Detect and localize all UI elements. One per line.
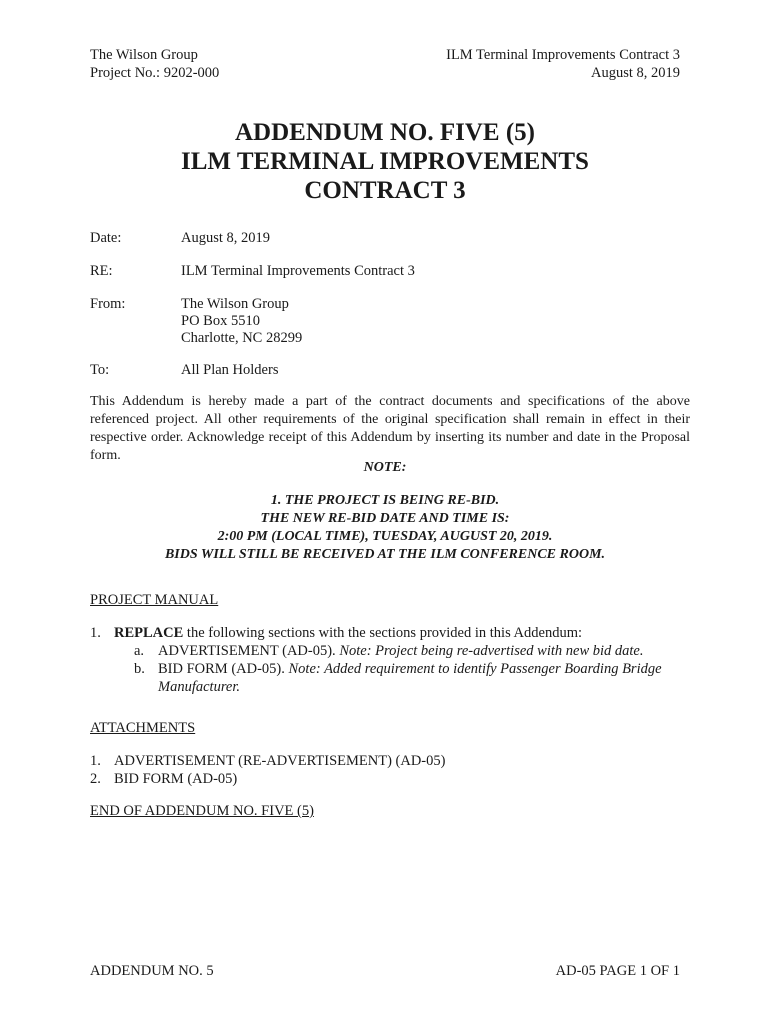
replace-keyword: REPLACE — [114, 625, 184, 641]
header-contract: ILM Terminal Improvements Contract 3 — [446, 47, 680, 63]
item-number: 1. — [90, 753, 101, 769]
sub-item-letter: a. — [134, 643, 145, 659]
from-line-2: PO Box 5510 — [181, 313, 260, 329]
attachments-heading: ATTACHMENTS — [90, 720, 196, 736]
attachments-list — [90, 752, 445, 788]
list-item — [90, 624, 690, 642]
sub-item-letter: b. — [134, 661, 145, 677]
date-label: Date: — [90, 230, 122, 246]
note-line-4: BIDS WILL STILL BE RECEIVED AT THE ILM CONFERENCE ROOM. — [164, 547, 606, 562]
from-line-3: Charlotte, NC 28299 — [181, 330, 303, 346]
date-value: August 8, 2019 — [181, 230, 271, 246]
sub-item-b — [158, 660, 662, 678]
list-item — [90, 752, 445, 770]
sub-item-a — [158, 642, 643, 660]
from-value — [181, 296, 302, 347]
item-number: 1. — [90, 625, 101, 641]
sub-a-text: ADVERTISEMENT (AD-05). — [158, 643, 340, 659]
attachment-item-1: ADVERTISEMENT (RE-ADVERTISEMENT) (AD-05) — [114, 753, 446, 769]
list-item — [90, 642, 690, 660]
footer-right: AD-05 PAGE 1 OF 1 — [555, 963, 680, 979]
item-text — [114, 624, 582, 642]
note-block — [0, 492, 770, 564]
from-label: From: — [90, 296, 126, 312]
note-heading: NOTE: — [363, 460, 407, 475]
header-project-no: Project No.: 9202-000 — [90, 65, 220, 81]
footer-left: ADDENDUM NO. 5 — [90, 963, 214, 979]
title-line-1: ADDENDUM NO. FIVE (5) — [235, 119, 535, 146]
sub-b-note-continued: Manufacturer. — [158, 679, 241, 695]
header-right — [446, 46, 680, 82]
note-line-2: THE NEW RE-BID DATE AND TIME IS: — [260, 511, 510, 526]
from-line-1: The Wilson Group — [181, 296, 289, 312]
re-value: ILM Terminal Improvements Contract 3 — [181, 263, 415, 279]
re-label: RE: — [90, 263, 113, 279]
project-manual-list — [90, 624, 690, 696]
intro-paragraph: This Addendum is hereby made a part of the contract documents and specifications of the above referenced project. All other requirements of the original specification shall remain in effect in their respective order. Acknowledge receipt of this Addendum by inserting its number and date in the Proposal form. — [90, 394, 690, 463]
attachment-item-2: BID FORM (AD-05) — [114, 771, 238, 787]
page-title — [0, 118, 770, 205]
title-line-2: ILM TERMINAL IMPROVEMENTS — [181, 148, 589, 175]
header-left — [90, 46, 219, 82]
header-org: The Wilson Group — [90, 47, 198, 63]
sub-b-note: Note: Added requirement to identify Passenger Boarding Bridge — [288, 661, 662, 677]
item-number: 2. — [90, 771, 101, 787]
sub-b-text: BID FORM (AD-05). — [158, 661, 289, 677]
header-date: August 8, 2019 — [590, 65, 680, 81]
sub-a-note: Note: Project being re-advertised with new bid date. — [339, 643, 644, 659]
to-label: To: — [90, 362, 110, 378]
list-item-continuation — [90, 678, 690, 696]
title-line-3: CONTRACT 3 — [304, 177, 466, 204]
list-item — [90, 770, 445, 788]
project-manual-heading: PROJECT MANUAL — [90, 592, 219, 608]
note-line-1: 1. THE PROJECT IS BEING RE-BID. — [270, 493, 500, 508]
item-1-text: the following sections with the sections provided in this Addendum: — [183, 625, 583, 641]
end-of-addendum: END OF ADDENDUM NO. FIVE (5) — [90, 803, 314, 819]
list-item — [90, 660, 690, 678]
to-value: All Plan Holders — [181, 362, 279, 378]
note-line-3: 2:00 PM (LOCAL TIME), TUESDAY, AUGUST 20, 2019. — [217, 529, 553, 544]
